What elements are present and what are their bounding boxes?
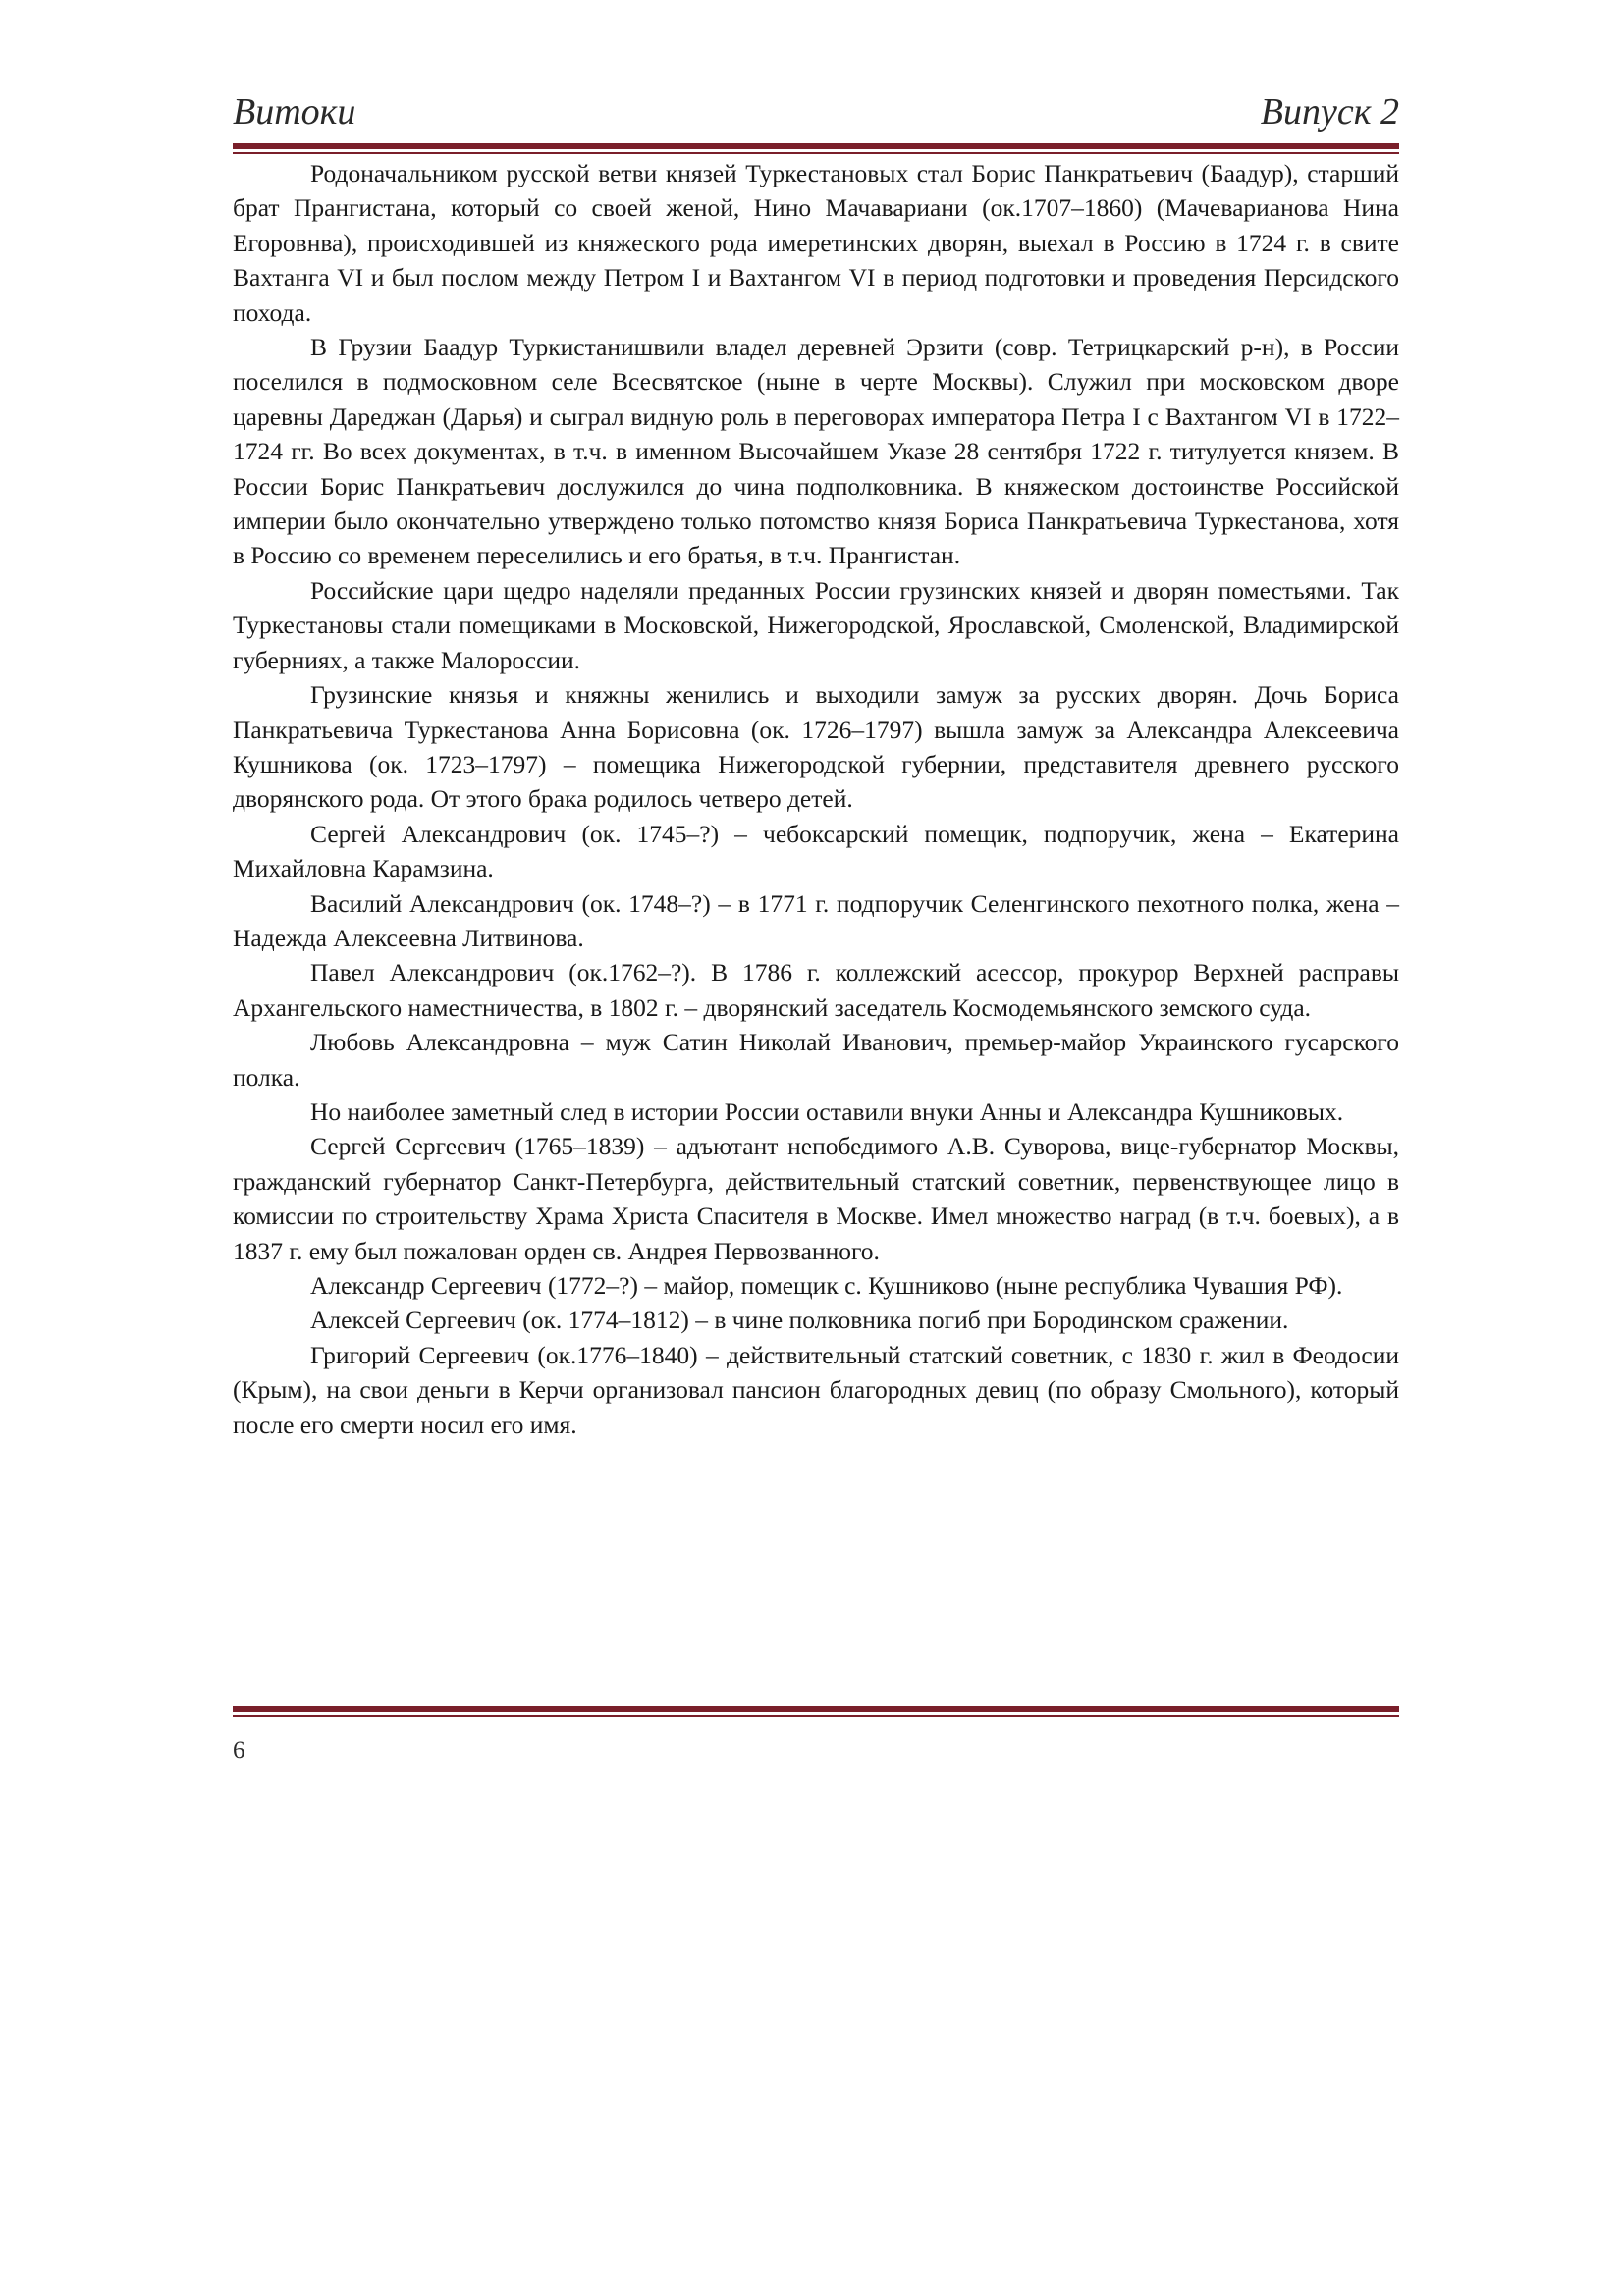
paragraph: Сергей Александрович (ок. 1745–?) – чебоксарский помещик, подпоручик, жена – Екатерина Михайловна Карамзина. [233, 819, 1399, 883]
paragraph: Родоначальником русской ветви князей Туркестановых стал Борис Панкратьевич (Баадур), старший брат Прангистана, который со своей женой, Нино Мачавариани (ок.1707–1860) (Мачеварианова Нина Егоровнва), происходившей из княжеского рода имеретинских дворян, выехал в Россию в 1724 г. в свите Вахтанга VI и был послом между Петром I и Вахтангом VI в период подготовки и проведения Персидского похода. [233, 159, 1399, 327]
paragraph: Российские цари щедро наделяли преданных России грузинских князей и дворян поместьями. Так Туркестановы стали помещиками в Московской, Нижегородской, Ярославской, Смоленской, Владимирской губерниях, а также Малороссии. [233, 575, 1399, 674]
paragraph: Любовь Александровна – муж Сатин Николай Иванович, премьер-майор Украинского гусарского полка. [233, 1028, 1399, 1092]
paragraph: Но наиболее заметный след в истории России оставили внуки Анны и Александра Кушниковых. [310, 1096, 1344, 1126]
paragraph: Грузинские князья и княжны женились и выходили замуж за русских дворян. Дочь Бориса Панкратьевича Туркестанова Анна Борисовна (ок. 1726–1797) вышла замуж за Александра Алексеевича Кушникова (ок. 1723–1797) – помещика Нижегородской губернии, представителя древнего русского дворянского рода. От этого брака родилось четверо детей. [233, 680, 1399, 814]
paragraph: Сергей Сергеевич (1765–1839) – адъютант непобедимого А.В. Суворова, вице-губернатор Москвы, гражданский губернатор Санкт-Петербурга, действительный статский советник, первенствующее лицо в комиссии по строительству Храма Христа Спасителя в Москве. Имел множество наград (в т.ч. боевых), а в 1837 г. ему был пожалован орден св. Андрея Первозванного. [233, 1132, 1399, 1265]
footer-rule-thin [233, 1715, 1399, 1717]
header-rule-thin [233, 152, 1399, 154]
paragraph: Алексей Сергеевич (ок. 1774–1812) – в чине полковника погиб при Бородинском сражении. [310, 1306, 1289, 1335]
footer-rule [233, 1706, 1399, 1717]
paragraph: Александр Сергеевич (1772–?) – майор, помещик с. Кушниково (ныне республика Чувашия РФ). [310, 1271, 1343, 1300]
header-rule [233, 143, 1399, 154]
page-number: 6 [233, 1737, 245, 1764]
issue-label: Випуск 2 [1260, 91, 1399, 133]
paragraph: Григорий Сергеевич (ок.1776–1840) – действительный статский советник, с 1830 г. жил в Феодосии (Крым), на свои деньги в Керчи организовал пансион благородных девиц (по образу Смольного), который после его смерти носил его имя. [233, 1340, 1399, 1439]
paragraph: Василий Александрович (ок. 1748–?) – в 1771 г. подпоручик Селенгинского пехотного полка, жена – Надежда Алексеевна Литвинова. [233, 888, 1399, 952]
running-header [233, 75, 1399, 133]
paragraph: Павел Александрович (ок.1762–?). В 1786 г. коллежский асессор, прокурор Верхней расправы Архангельского наместничества, в 1802 г. – дворянский заседатель Космодемьянского земского суда. [233, 958, 1399, 1022]
article-body [233, 156, 1399, 1442]
paragraph: В Грузии Баадур Туркистанишвили владел деревней Эрзити (совр. Тетрицкарский р-н), в России поселился в подмосковном селе Всесвятское (ныне в черте Москвы). Служил при московском дворе царевны Дареджан (Дарья) и сыграл видную роль в переговорах императора Петра I с Вахтангом VI в 1722–1724 гг. Во всех документах, в т.ч. в именном Высочайшем Указе 28 сентября 1722 г. титулуется князем. В России Борис Панкратьевич дослужился до чина подполковника. В княжеском достоинстве Российской империи было окончательно утверждено только потомство князя Бориса Панкратьевича Туркестанова, хотя в Россию со временем переселились и его братья, в т.ч. Прангистан. [233, 333, 1399, 570]
journal-title: Витоки [233, 91, 356, 133]
